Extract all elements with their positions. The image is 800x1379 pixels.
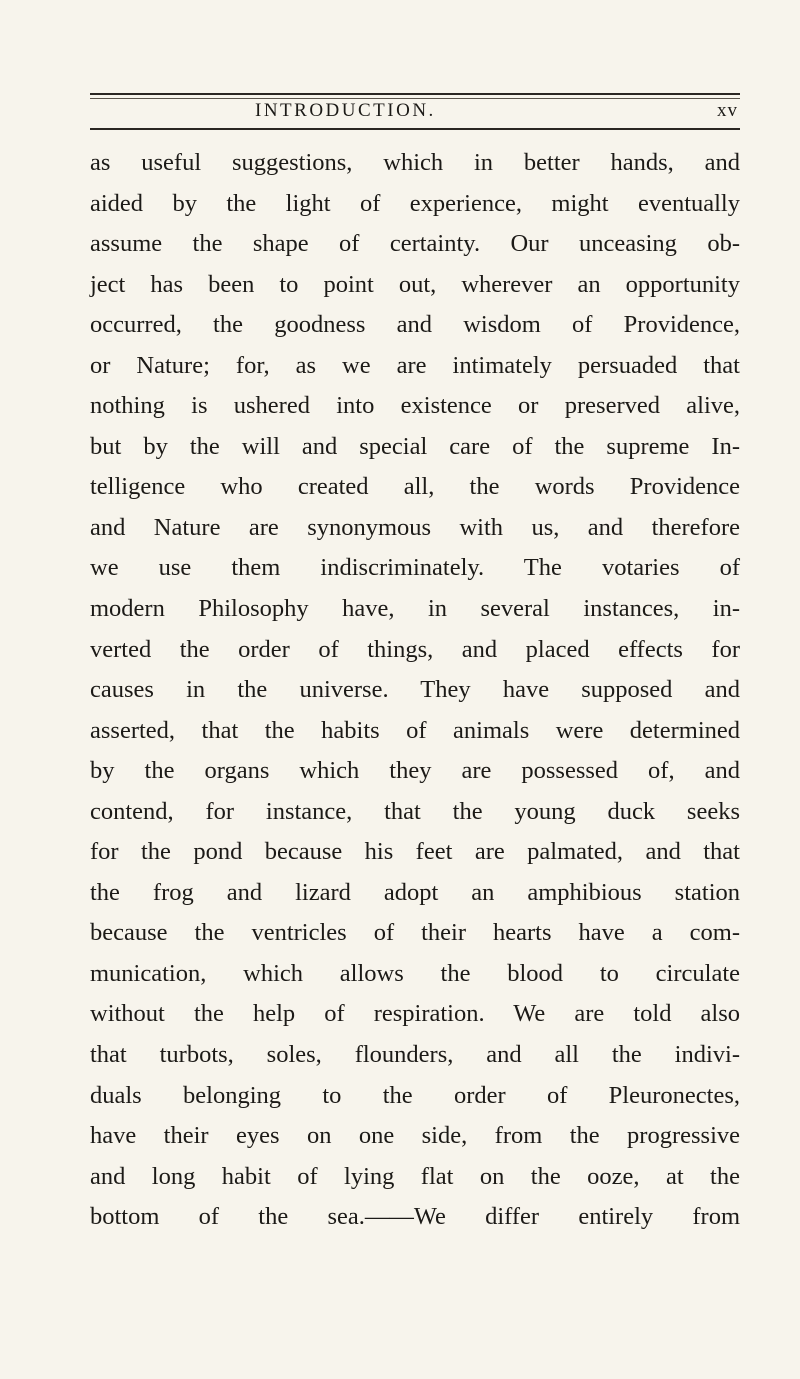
running-title: INTRODUCTION. <box>255 100 436 121</box>
header-rule-bottom <box>90 128 740 130</box>
text-line: but by the will and special care of the supreme In- <box>90 432 740 460</box>
text-line: assume the shape of certainty. Our unceasing ob- <box>90 230 740 258</box>
text-line: and long habit of lying flat on the ooze, at the <box>90 1162 740 1190</box>
running-head <box>90 100 740 126</box>
body-text <box>90 143 740 1238</box>
text-line: the frog and lizard adopt an amphibious station <box>90 878 740 906</box>
text-line: for the pond because his feet are palmated, and that <box>90 838 740 866</box>
text-line: contend, for instance, that the young duck seeks <box>90 797 740 825</box>
text-line: ject has been to point out, wherever an opportunity <box>90 270 740 298</box>
text-line: by the organs which they are possessed of, and <box>90 757 740 785</box>
text-line: occurred, the goodness and wisdom of Providence, <box>90 311 740 339</box>
text-line: modern Philosophy have, in several instances, in- <box>90 595 740 623</box>
text-line: have their eyes on one side, from the progressive <box>90 1122 740 1150</box>
text-line: aided by the light of experience, might eventually <box>90 189 740 217</box>
text-line: verted the order of things, and placed effects for <box>90 635 740 663</box>
text-line: telligence who created all, the words Providence <box>90 473 740 501</box>
text-line: munication, which allows the blood to circulate <box>90 959 740 987</box>
text-line: duals belonging to the order of Pleuronectes, <box>90 1081 740 1109</box>
text-line: or Nature; for, as we are intimately persuaded that <box>90 351 740 379</box>
text-line: asserted, that the habits of animals were determined <box>90 716 740 744</box>
text-line: we use them indiscriminately. The votaries of <box>90 554 740 582</box>
text-line: that turbots, soles, flounders, and all the indivi- <box>90 1041 740 1069</box>
text-line: causes in the universe. They have supposed and <box>90 676 740 704</box>
page-number: xv <box>717 100 738 121</box>
text-line: without the help of respiration. We are told also <box>90 1000 740 1028</box>
header-rule-top-thin <box>90 98 740 99</box>
text-line: nothing is ushered into existence or preserved alive, <box>90 392 740 420</box>
text-line: because the ventricles of their hearts have a com- <box>90 919 740 947</box>
header-rule-top <box>90 93 740 95</box>
text-line: and Nature are synonymous with us, and therefore <box>90 513 740 541</box>
text-line: as useful suggestions, which in better hands, and <box>90 149 740 176</box>
text-line: bottom of the sea.——We differ entirely from <box>90 1203 740 1231</box>
